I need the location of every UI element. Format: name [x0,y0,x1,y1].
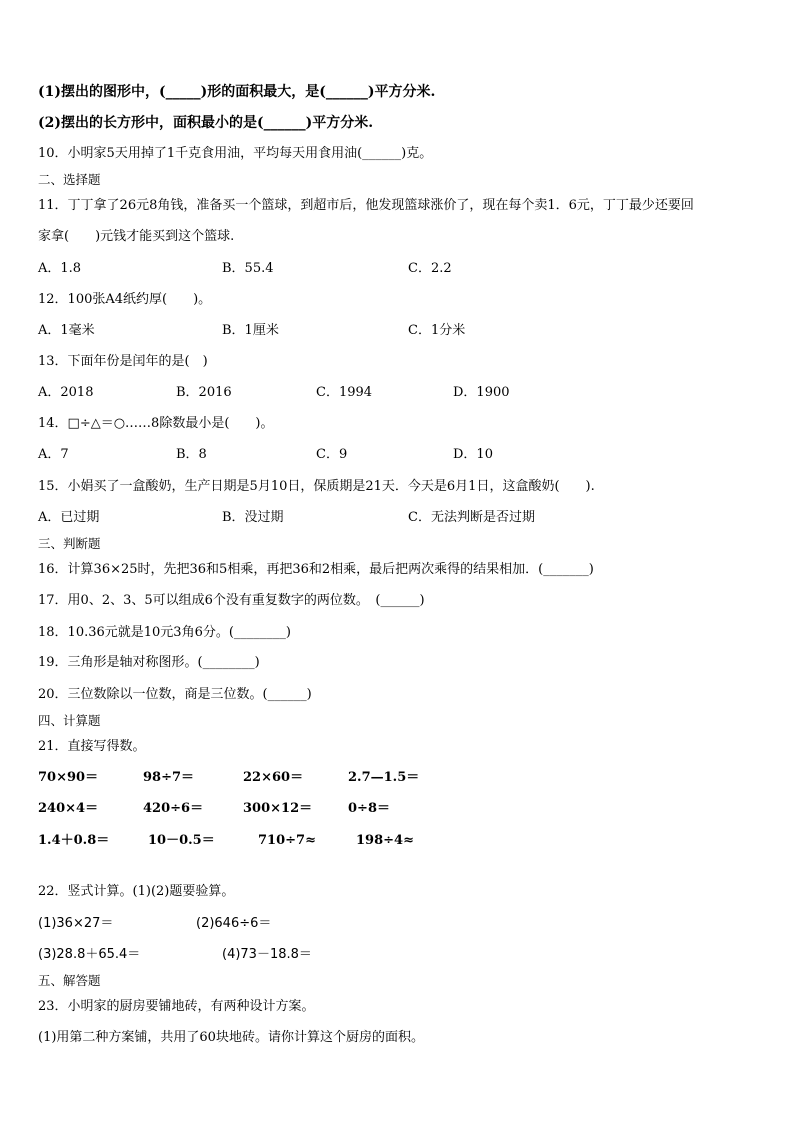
question-18: 18．10.36元就是10元3角6分。(________) [38,625,291,640]
calc-item: 198÷4≈ [356,833,414,848]
question-21-stem: 21．直接写得数。 [38,739,146,754]
question-15-stem: 15．小娟买了一盒酸奶，生产日期是5月10日，保质期是21天．今天是6月1日，这盒酸奶( ). [38,479,595,494]
question-14-stem: 14．□÷△＝○……8除数最小是( )。 [38,416,274,431]
question-11-option-c: C．2.2 [408,261,452,276]
calc-item: 2.7—1.5＝ [348,770,420,785]
question-14-option-a: A．7 [38,447,69,462]
vertical-calc-item-3: (3)28.8＋65.4＝ [38,947,141,962]
question-11-option-a: A．1.8 [38,261,82,276]
question-10: 10．小明家5天用掉了1千克食用油，平均每天用食用油(______)克。 [38,146,433,161]
calc-item: 1.4＋0.8＝ [38,833,110,848]
question-15-option-b: B．没过期 [222,510,284,525]
question-16: 16．计算36×25时，先把36和5相乘，再把36和2相乘，最后把两次乘得的结果相加．(_______) [38,562,594,577]
calc-item: 70×90＝ [38,770,99,785]
question-13-option-a: A．2018 [38,385,94,400]
question-14-option-b: B．8 [176,447,207,462]
question-14-option-d: D．10 [453,447,493,462]
question-11-option-b: B．55.4 [222,261,274,276]
prev-question-part2: (2)摆出的长方形中，面积最小的是(______)平方分米. [38,115,374,131]
question-12-option-c: C．1分米 [408,323,466,338]
calc-item: 98÷7＝ [143,770,195,785]
question-22-stem: 22．竖式计算。(1)(2)题要验算。 [38,884,235,899]
section-heading-choice: 二、选择题 [38,172,101,187]
section-heading-answer: 五、解答题 [38,973,101,988]
question-23-part1: (1)用第二种方案铺，共用了60块地砖。请你计算这个厨房的面积。 [38,1030,424,1045]
question-13-option-c: C．1994 [316,385,373,400]
vertical-calc-item-4: (4)73－18.8＝ [222,947,312,962]
question-12-option-a: A．1毫米 [38,323,95,338]
calc-item: 0÷8＝ [348,801,390,816]
section-heading-calc: 四、计算题 [38,713,101,728]
question-23-stem: 23．小明家的厨房要铺地砖，有两种设计方案。 [38,999,315,1014]
question-12-option-b: B．1厘米 [222,323,279,338]
calc-item: 10－0.5＝ [148,833,215,848]
question-13-stem: 13．下面年份是闰年的是( ) [38,354,208,369]
question-11-stem-line2: 家拿( )元钱才能买到这个篮球. [38,229,235,244]
calc-item: 300×12＝ [243,801,313,816]
question-15-option-a: A．已过期 [38,510,100,525]
question-13-option-b: B．2016 [176,385,232,400]
question-20: 20．三位数除以一位数，商是三位数。(______) [38,687,312,702]
question-14-option-c: C．9 [316,447,348,462]
calc-item: 420÷6＝ [143,801,204,816]
question-13-option-d: D．1900 [453,385,510,400]
question-12-stem: 12．100张A4纸约厚( )。 [38,292,212,307]
question-11-stem-line1: 11．丁丁拿了26元8角钱，准备买一个篮球，到超市后，他发现篮球涨价了，现在每个卖1．6元，丁丁最少还要回 [38,198,694,213]
calc-item: 240×4＝ [38,801,99,816]
vertical-calc-item-1: (1)36×27＝ [38,916,114,931]
prev-question-part1: (1)摆出的图形中，(_____)形的面积最大，是(______)平方分米. [38,84,436,100]
question-17: 17．用0、2、3、5可以组成6个没有重复数字的两位数。 (______) [38,593,425,608]
calc-item: 22×60＝ [243,770,304,785]
question-15-option-c: C．无法判断是否过期 [408,510,535,525]
calc-item: 710÷7≈ [258,833,316,848]
question-19: 19．三角形是轴对称图形。(________) [38,655,260,670]
vertical-calc-item-2: (2)646÷6＝ [196,916,272,931]
section-heading-judge: 三、判断题 [38,536,101,551]
